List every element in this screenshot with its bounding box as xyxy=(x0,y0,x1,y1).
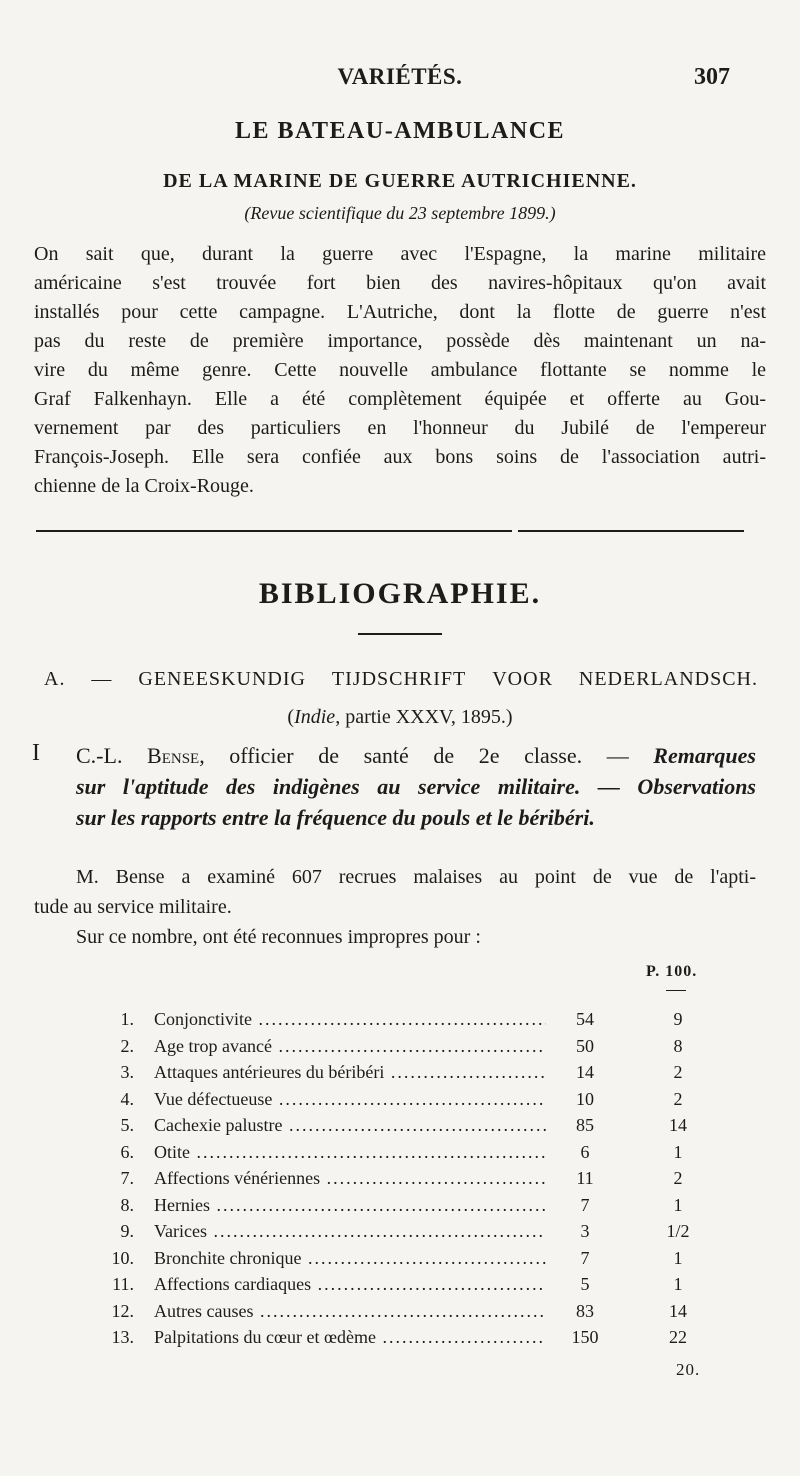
section-title: BIBLIOGRAPHIE. xyxy=(258,577,542,610)
section-title-rule xyxy=(358,633,442,635)
entry-line xyxy=(76,740,756,771)
row-percent: 1 xyxy=(673,1141,683,1162)
table-row xyxy=(90,1139,710,1166)
table-row xyxy=(90,1059,710,1086)
row-count: 50 xyxy=(546,1033,624,1059)
row-count: 10 xyxy=(546,1086,624,1112)
table-row xyxy=(90,1218,710,1245)
row-count: 6 xyxy=(546,1139,624,1165)
row-number: 5. xyxy=(120,1115,134,1135)
article-line: pas du reste de première importance, possède dès maintenant un na- xyxy=(34,330,766,352)
bibliography-entry xyxy=(76,740,756,833)
article-line: américaine s'est trouvée fort bien des navires-hôpitaux qu'on avait xyxy=(34,272,766,294)
article-line: chienne de la Croix-Rouge. xyxy=(34,475,254,497)
row-percent: 1 xyxy=(673,1247,683,1268)
row-percent: 14 xyxy=(669,1115,687,1135)
row-label: Palpitations du cœur et œdème ..... xyxy=(154,1324,616,1350)
row-number: 6. xyxy=(120,1141,134,1162)
review-line: M. Bense a examiné 607 recrues malaises au point de vue de l'apti- xyxy=(76,866,756,888)
row-count: 7 xyxy=(546,1245,624,1271)
percent-total: 20. xyxy=(676,1360,701,1379)
row-count: 7 xyxy=(546,1192,624,1218)
header-dash xyxy=(666,990,686,991)
causes-table xyxy=(90,1006,710,1351)
review-line: Sur ce nombre, ont été reconnues impropres pour : xyxy=(76,926,481,948)
journal-word: TIJDSCHRIFT xyxy=(331,668,467,690)
table-row xyxy=(90,1324,710,1351)
review-text xyxy=(34,862,756,952)
row-number: 12. xyxy=(111,1300,134,1321)
journal-word: GENEESKUNDIG xyxy=(138,668,306,690)
row-percent: 1 xyxy=(673,1274,683,1294)
article-line: François-Joseph. Elle sera confiée aux bons soins de l'association autri- xyxy=(34,446,766,468)
article-subtitle: DE LA MARINE DE GUERRE AUTRICHIENNE. xyxy=(163,170,637,192)
review-line: tude au service militaire. xyxy=(34,896,232,918)
row-label: Bronchite chronique ..... xyxy=(154,1245,616,1271)
entry-author: C.-L. Bense xyxy=(76,743,200,768)
entry-marker: I xyxy=(32,740,40,766)
table-row xyxy=(90,1298,710,1325)
row-number: 8. xyxy=(120,1194,134,1215)
row-count: 11 xyxy=(546,1165,624,1191)
row-label: Affections vénériennes ..... xyxy=(154,1165,616,1191)
article-line: vernement par des particuliers en l'honneur du Jubilé de l'empereur xyxy=(34,417,766,439)
row-number: 3. xyxy=(120,1062,134,1082)
row-number: 11. xyxy=(112,1274,134,1294)
table-row xyxy=(90,1245,710,1272)
journal-volume: , partie XXXV, 1895.) xyxy=(335,706,513,728)
row-percent: 2 xyxy=(673,1168,683,1188)
running-head: VARIÉTÉS. xyxy=(337,64,463,89)
row-percent: 2 xyxy=(673,1062,683,1082)
page-number: 307 xyxy=(694,64,730,90)
row-number: 7. xyxy=(120,1168,134,1188)
table-row xyxy=(90,1112,710,1139)
row-label: Otite ..... xyxy=(154,1139,616,1165)
entry-title-line: sur l'aptitude des indigènes au service militaire. — Observations xyxy=(76,774,756,799)
row-count: 150 xyxy=(546,1324,624,1350)
row-label: Cachexie palustre ..... xyxy=(154,1112,616,1138)
article-line: On sait que, durant la guerre avec l'Espagne, la marine militaire xyxy=(34,243,766,265)
row-number: 1. xyxy=(120,1009,134,1029)
journal-word: NEDERLANDSCH. xyxy=(578,668,758,690)
entry-title-line: sur les rapports entre la fréquence du pouls et le béribéri. xyxy=(76,805,595,830)
row-count: 3 xyxy=(546,1218,624,1244)
journal-details: (Indie, partie XXXV, 1895.) xyxy=(287,706,513,728)
journal-title xyxy=(44,668,758,691)
row-label: Conjonctivite ..... xyxy=(154,1006,616,1032)
journal-region: Indie xyxy=(294,706,336,728)
row-label: Affections cardiaques ..... xyxy=(154,1271,616,1297)
table-row xyxy=(90,1165,710,1192)
table-row xyxy=(90,1271,710,1298)
row-percent: 14 xyxy=(669,1300,687,1321)
row-percent: 1/2 xyxy=(666,1221,690,1241)
article-source: (Revue scientifique du 23 septembre 1899.) xyxy=(244,203,556,223)
entry-author-rank: , officier de santé de 2e classe. — xyxy=(199,743,654,768)
entry-title-start: Remarques xyxy=(653,743,756,768)
percent-column-header: P. 100. xyxy=(646,963,698,980)
row-number: 9. xyxy=(120,1221,134,1241)
article-line: vire du même genre. Cette nouvelle ambulance flottante se nomme le xyxy=(34,359,766,381)
row-count: 14 xyxy=(546,1059,624,1085)
row-count: 85 xyxy=(546,1112,624,1138)
article-line: installés pour cette campagne. L'Autriche, dont la flotte de guerre n'est xyxy=(34,301,766,323)
row-count: 5 xyxy=(546,1271,624,1297)
article-line: Graf Falkenhayn. Elle a été complètement équipée et offerte au Gou- xyxy=(34,388,766,410)
row-label: Autres causes ..... xyxy=(154,1298,616,1324)
row-label: Varices ..... xyxy=(154,1218,616,1244)
row-number: 13. xyxy=(111,1327,134,1347)
row-count: 54 xyxy=(546,1006,624,1032)
table-row xyxy=(90,1033,710,1060)
table-row xyxy=(90,1006,710,1033)
row-percent: 8 xyxy=(673,1035,683,1056)
row-label: Hernies ..... xyxy=(154,1192,616,1218)
article-title: LE BATEAU-AMBULANCE xyxy=(234,118,566,144)
table-row xyxy=(90,1192,710,1219)
row-percent: 1 xyxy=(673,1194,683,1215)
section-divider-right xyxy=(518,530,744,532)
row-label: Age trop avancé ..... xyxy=(154,1033,616,1059)
row-number: 10. xyxy=(111,1247,134,1268)
row-percent: 22 xyxy=(669,1327,687,1347)
table-row xyxy=(90,1086,710,1113)
section-divider-left xyxy=(36,530,512,532)
row-number: 2. xyxy=(120,1035,134,1056)
section-letter: A. xyxy=(44,668,66,690)
journal-word: VOOR xyxy=(492,668,553,690)
row-label: Attaques antérieures du béribéri ..... xyxy=(154,1059,616,1085)
row-percent: 2 xyxy=(673,1088,683,1109)
journal-dash: — xyxy=(91,668,113,690)
row-count: 83 xyxy=(546,1298,624,1324)
row-percent: 9 xyxy=(673,1009,683,1029)
row-number: 4. xyxy=(120,1088,134,1109)
row-label: Vue défectueuse ..... xyxy=(154,1086,616,1112)
article-body xyxy=(34,240,766,501)
